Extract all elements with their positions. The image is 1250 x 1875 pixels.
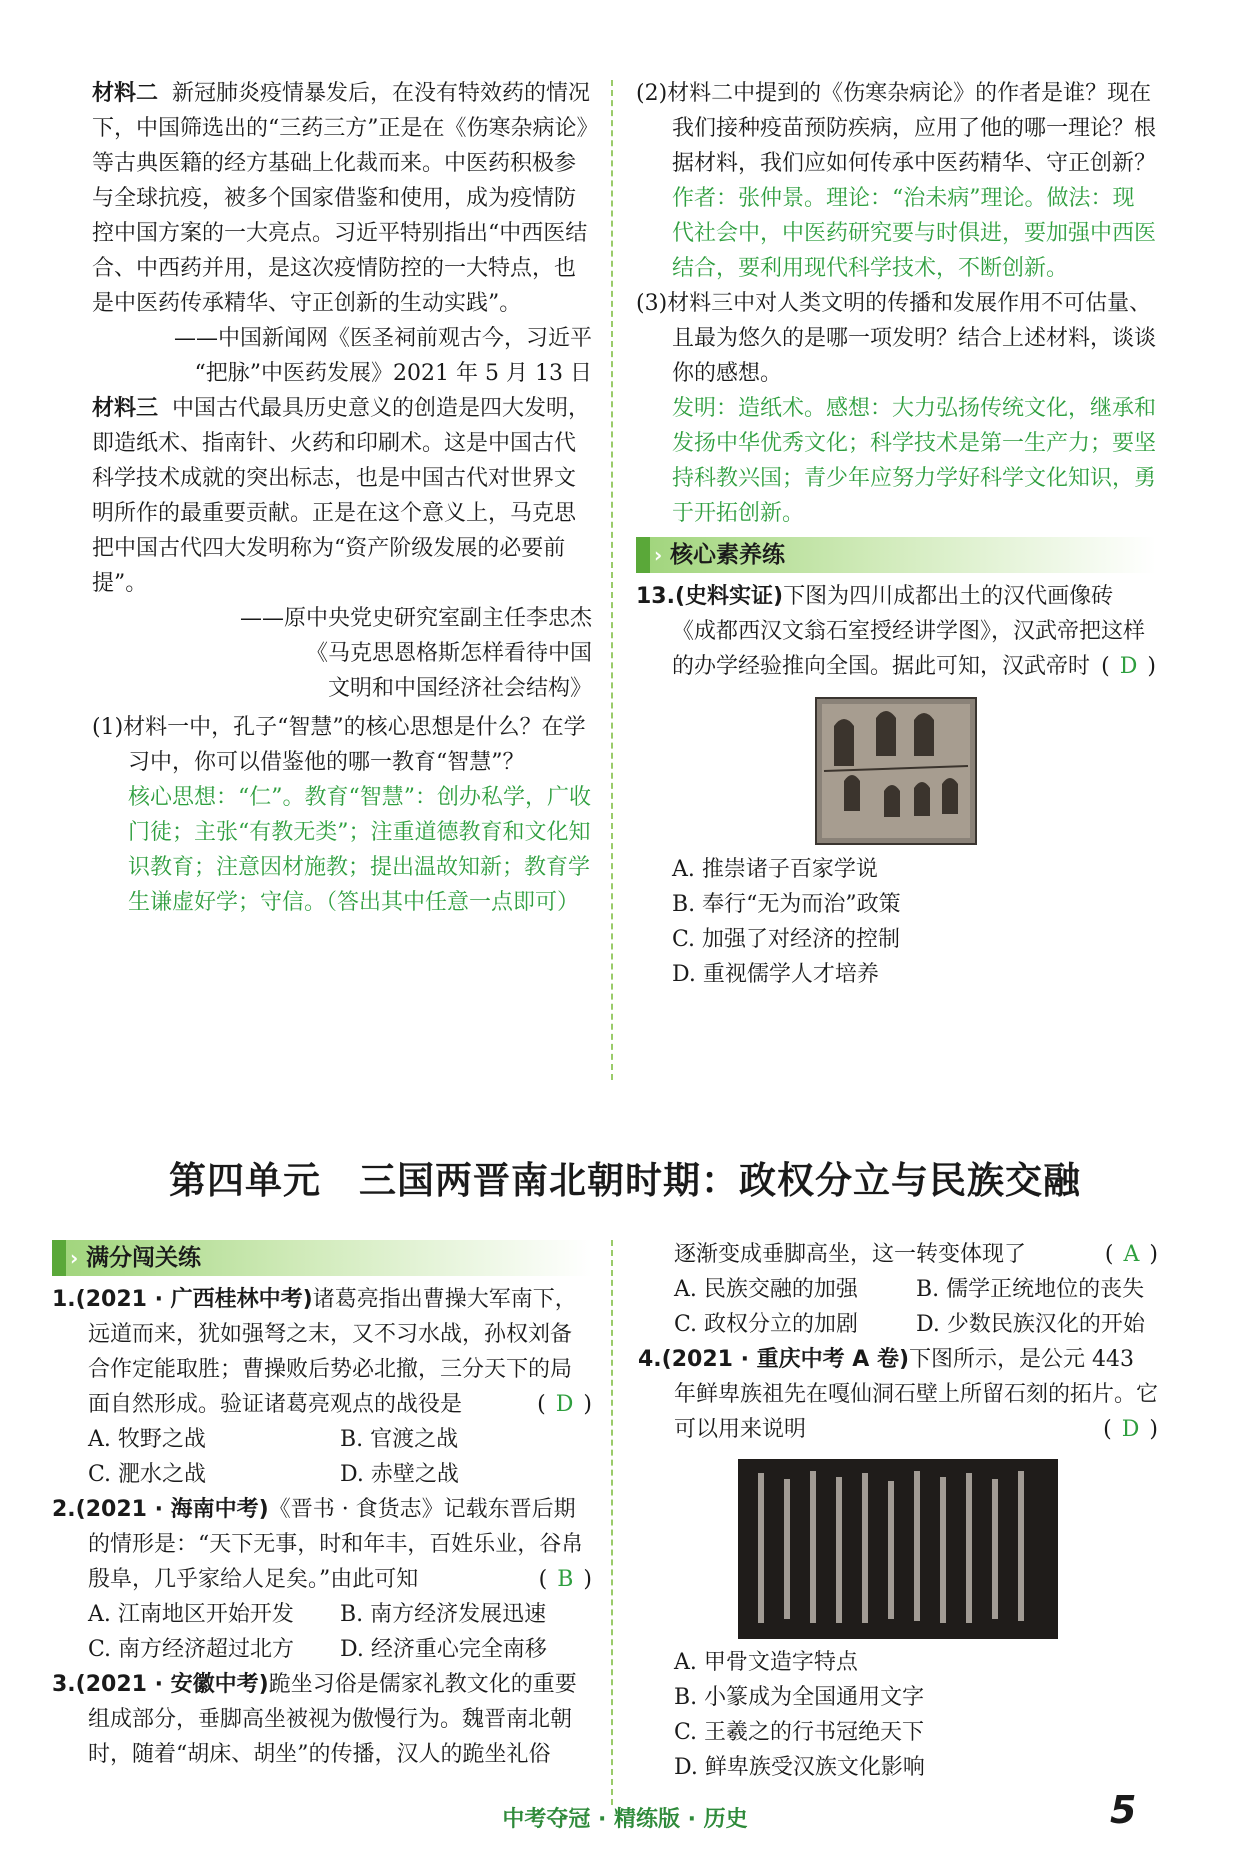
question-4-options — [638, 1645, 1158, 1785]
question-3-options — [638, 1272, 1158, 1342]
top-left-column — [92, 76, 592, 920]
question-13-answer-paren: ( D ) — [1101, 654, 1156, 679]
question-3-answer: A — [1123, 1242, 1140, 1267]
question-2-option-d: D. 经济重心完全南移 — [340, 1637, 547, 1662]
question-3-text: (3)材料三中对人类文明的传播和发展作用不可估量、且最为悠久的是哪一项发明？结合上述材料，谈谈你的感想。 — [636, 291, 1157, 386]
question-3-option-a: A. 民族交融的加强 — [674, 1277, 858, 1302]
material-two-source-line2: “把脉”中医药发展》2021 年 5 月 13 日 — [194, 361, 592, 386]
question-1 — [52, 1282, 592, 1422]
question-13-option-a: A. 推崇诸子百家学说 — [672, 857, 878, 882]
material-two — [92, 76, 592, 321]
question-2-option-c: C. 南方经济超过北方 — [88, 1637, 295, 1662]
question-2-text: 《晋书 · 食货志》记载东晋后期的情形是：“天下无事，时和年丰，百姓乐业，谷帛殷阜，几乎家给人足矣。”由此可知 — [88, 1497, 584, 1592]
question-4-text: 下图所示，是公元 443 年鲜卑族祖先在嘎仙洞石壁上所留石刻的拓片。它可以用来说明 — [674, 1347, 1159, 1442]
question-4-answer-paren: ( D ) — [1103, 1417, 1158, 1442]
question-13-answer: D — [1119, 654, 1138, 679]
question-4-tag: (2021 · 重庆中考 A 卷) — [661, 1347, 910, 1372]
unit-title: 第四单元 三国两晋南北朝时期：政权分立与民族交融 — [169, 1158, 1081, 1202]
material-two-text: 新冠肺炎疫情暴发后，在没有特效药的情况下，中国筛选出的“三药三方”正是在《伤寒杂病论》等古典医籍的经方基础上化裁而来。中医药积极参与全球抗疫，被多个国家借鉴和使用，成为疫情防控中国方案的一大亮点。习近平特别指出“中西医结合、中西药并用，是这次疫情防控的一大特点，也是中医药传承精华、守正创新的生动实践”。 — [92, 81, 591, 316]
question-3-text: 跪坐习俗是儒家礼教文化的重要组成部分，垂脚高坐被视为傲慢行为。魏晋南北朝时，随着“胡床、胡坐”的传播，汉人的跪坐礼俗 — [88, 1672, 577, 1767]
question-1-text: (1)材料一中，孔子“智慧”的核心思想是什么？在学习中，你可以借鉴他的哪一教育“智慧”？ — [92, 715, 586, 775]
top-right-column — [636, 76, 1156, 992]
question-3-option-d: D. 少数民族汉化的开始 — [916, 1312, 1145, 1337]
question-3-option-b: B. 儒学正统地位的丧失 — [916, 1277, 1145, 1302]
material-two-source-line1: ——中国新闻网《医圣祠前观古今，习近平 — [173, 326, 592, 351]
column-divider-top — [611, 80, 613, 1080]
question-1-option-b: B. 官渡之战 — [340, 1427, 459, 1452]
core-literacy-banner — [636, 537, 1156, 573]
question-1-option-a: A. 牧野之战 — [88, 1427, 206, 1452]
material-three-source-line2: 《马克思恩格斯怎样看待中国 — [305, 641, 592, 666]
question-1-option-d: D. 赤壁之战 — [340, 1462, 459, 1487]
question-3-continued — [638, 1237, 1158, 1272]
question-2-answer-paren: ( B ) — [538, 1567, 592, 1592]
question-13-option-c: C. 加强了对经济的控制 — [672, 927, 901, 952]
full-score-banner-label: 满分闯关练 — [86, 1245, 201, 1271]
chevron-right-icon: › — [70, 1246, 79, 1270]
question-1-answer: D — [555, 1392, 574, 1417]
full-score-banner — [52, 1240, 592, 1276]
question-2-option-a: A. 江南地区开始开发 — [88, 1602, 294, 1627]
question-1-answer: 核心思想：“仁”。教育“智慧”：创办私学，广收门徒；主张“有教无类”；注重道德教育和文化知识教育；注意因材施教；提出温故知新；教育学生谦虚好学；守信。（答出其中任意一点即可） — [128, 785, 591, 915]
question-3-answer: 发明：造纸术。感想：大力弘扬传统文化，继承和发扬中华优秀文化；科学技术是第一生产力；要坚持科教兴国；青少年应努力学好科学文化知识，勇于开拓创新。 — [672, 396, 1157, 526]
question-13-option-b: B. 奉行“无为而治”政策 — [672, 892, 901, 917]
question-13-tag: (史料实证) — [674, 584, 784, 609]
question-13 — [636, 579, 1156, 684]
question-2-option-b: B. 南方经济发展迅速 — [340, 1602, 547, 1627]
question-4-answer: D — [1121, 1417, 1140, 1442]
question-3-tag: (2021 · 安徽中考) — [75, 1672, 269, 1697]
stone-inscription-rubbing-image — [738, 1459, 1058, 1639]
question-3-continued-text: 逐渐变成垂脚高坐，这一转变体现了 — [674, 1242, 1027, 1267]
question-3-number: 3. — [52, 1672, 76, 1697]
question-4-option-c: C. 王羲之的行书冠绝天下 — [674, 1720, 925, 1745]
page-footer: 中考夺冠 · 精练版 · 历史 — [502, 1807, 748, 1832]
question-4-option-a: A. 甲骨文造字特点 — [674, 1650, 858, 1675]
material-two-label: 材料二 — [92, 81, 159, 106]
bottom-right-column — [638, 1237, 1158, 1785]
question-2-number: 2. — [52, 1497, 76, 1522]
question-2-answer: 作者：张仲景。理论：“治未病”理论。做法：现代社会中，中医药研究要与时俱进，要加强中西医结合，要利用现代科学技术，不断创新。 — [672, 186, 1157, 281]
material-three-source-line1: ——原中央党史研究室副主任李忠杰 — [239, 606, 592, 631]
question-13-option-d: D. 重视儒学人才培养 — [672, 962, 879, 987]
question-2-answer: B — [557, 1567, 574, 1592]
question-1-number: 1. — [52, 1287, 76, 1312]
question-1-answer-paren: ( D ) — [537, 1392, 592, 1417]
question-2-tag: (2021 · 海南中考) — [75, 1497, 269, 1522]
question-4 — [638, 1342, 1158, 1447]
question-3 — [52, 1667, 592, 1772]
question-1-option-c: C. 淝水之战 — [88, 1462, 207, 1487]
material-three — [92, 391, 592, 601]
core-literacy-banner-label: 核心素养练 — [670, 542, 785, 568]
bottom-left-column — [52, 1240, 592, 1772]
han-brick-relief-image — [814, 696, 978, 846]
question-13-options — [636, 852, 1156, 992]
question-13-number: 13. — [636, 584, 675, 609]
question-1-text: 诸葛亮指出曹操大军南下，远道而来，犹如强弩之末，又不习水战，孙权刘备合作定能取胜；曹操败后势必北撤，三分天下的局面自然形成。验证诸葛亮观点的战役是 — [88, 1287, 577, 1417]
material-three-label: 材料三 — [92, 396, 159, 421]
chevron-right-icon: › — [654, 543, 663, 567]
question-3-option-c: C. 政权分立的加剧 — [674, 1312, 859, 1337]
question-4-option-b: B. 小篆成为全国通用文字 — [674, 1685, 925, 1710]
question-4-option-d: D. 鲜卑族受汉族文化影响 — [674, 1755, 925, 1780]
question-13-text: 下图为四川成都出土的汉代画像砖《成都西汉文翁石室授经讲学图》，汉武帝把这样的办学经验推向全国。据此可知，汉武帝时 — [672, 584, 1146, 679]
question-1-options — [52, 1422, 592, 1492]
page-number: 5 — [1110, 1788, 1137, 1832]
column-divider-bottom — [611, 1240, 613, 1805]
question-4-number: 4. — [638, 1347, 662, 1372]
material-three-source-line3: 文明和中国经济社会结构》 — [327, 676, 592, 701]
question-3-answer-paren: ( A ) — [1104, 1242, 1158, 1267]
question-1-tag: (2021 · 广西桂林中考) — [75, 1287, 313, 1312]
question-2 — [52, 1492, 592, 1597]
question-2-options — [52, 1597, 592, 1667]
material-three-text: 中国古代最具历史意义的创造是四大发明，即造纸术、指南针、火药和印刷术。这是中国古代科学技术成就的突出标志，也是中国古代对世界文明所作的最重要贡献。正是在这个意义上，马克思把中国古代四大发明称为“资产阶级发展的必要前提”。 — [92, 396, 591, 596]
question-2-text: (2)材料二中提到的《伤寒杂病论》的作者是谁？现在我们接种疫苗预防疾病，应用了他的哪一理论？根据材料，我们应如何传承中医药精华、守正创新？ — [636, 81, 1157, 176]
